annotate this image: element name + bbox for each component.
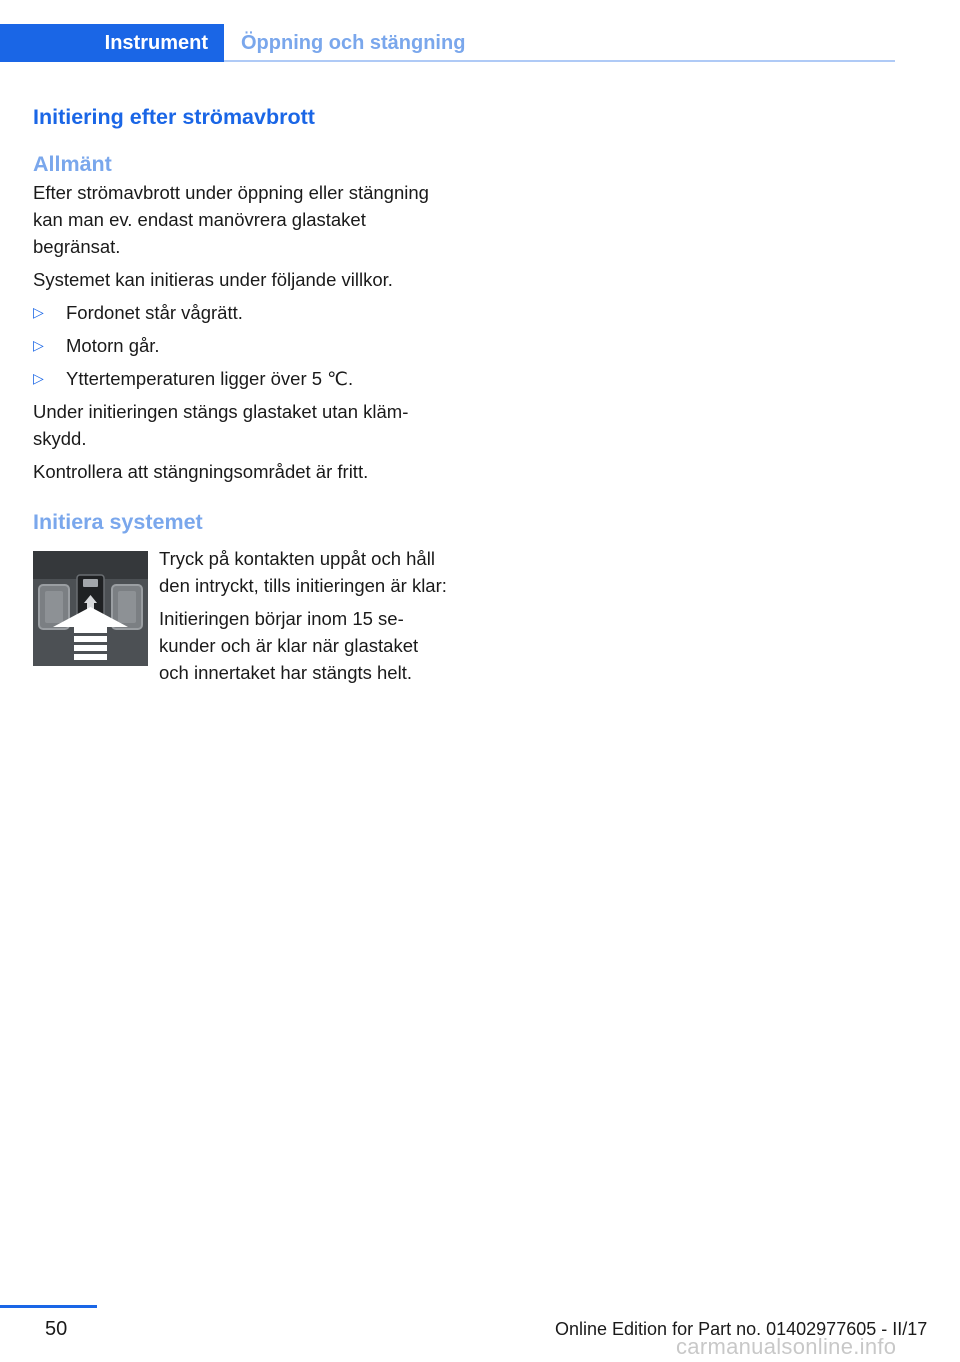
conditions-list: [33, 299, 447, 392]
general-heading: Allmänt: [33, 152, 112, 176]
general-paragraph-3: Under initieringen stängs glastaket utan klämskydd.: [33, 401, 409, 449]
content-column: [33, 100, 447, 686]
list-item: [33, 332, 447, 359]
triangle-bullet-icon: ▷: [33, 304, 44, 320]
list-item-text: Yttertemperaturen ligger över 5 ℃.: [66, 368, 354, 389]
roof-switch-icon: [33, 551, 148, 666]
general-paragraph-4: Kontrollera att stängningsområdet är fritt.: [33, 461, 369, 482]
roof-switch-illustration: [33, 551, 148, 666]
tab-instrument[interactable]: [0, 24, 224, 62]
triangle-bullet-icon: ▷: [33, 370, 44, 386]
page-number: 50: [45, 1318, 68, 1340]
list-item-text: Motorn går.: [66, 335, 160, 356]
section-title: Initiering efter strömavbrott: [33, 105, 315, 129]
watermark: carmanualsonline.info: [676, 1334, 897, 1359]
init-figure-block: [33, 545, 447, 686]
general-paragraph-2: Systemet kan initieras under följande villkor.: [33, 269, 393, 290]
list-item: [33, 299, 447, 326]
tab-instrument-label: Instrument: [104, 32, 208, 54]
footer-rule: [0, 1305, 97, 1308]
init-heading: Initiera systemet: [33, 510, 203, 534]
init-paragraph-1: Tryck på kontakten uppåt och håll den intryckt, tills initieringen är klar:: [159, 548, 447, 596]
edition-note: Online Edition for Part no. 01402977605 - II/17: [555, 1319, 928, 1339]
tab-opening-closing[interactable]: Öppning och stängning: [241, 32, 466, 54]
general-paragraph-1: Efter strömavbrott under öppning eller stängning kan man ev. endast manövrera glastaket begränsat.: [33, 182, 429, 257]
list-item-text: Fordonet står vågrätt.: [66, 302, 243, 323]
init-paragraph-2: Initieringen börjar inom 15 sekunder och är klar när glastaket och innertaket har stängts helt.: [159, 608, 419, 683]
triangle-bullet-icon: ▷: [33, 337, 44, 353]
page-header: [0, 24, 895, 62]
list-item: [33, 365, 447, 392]
